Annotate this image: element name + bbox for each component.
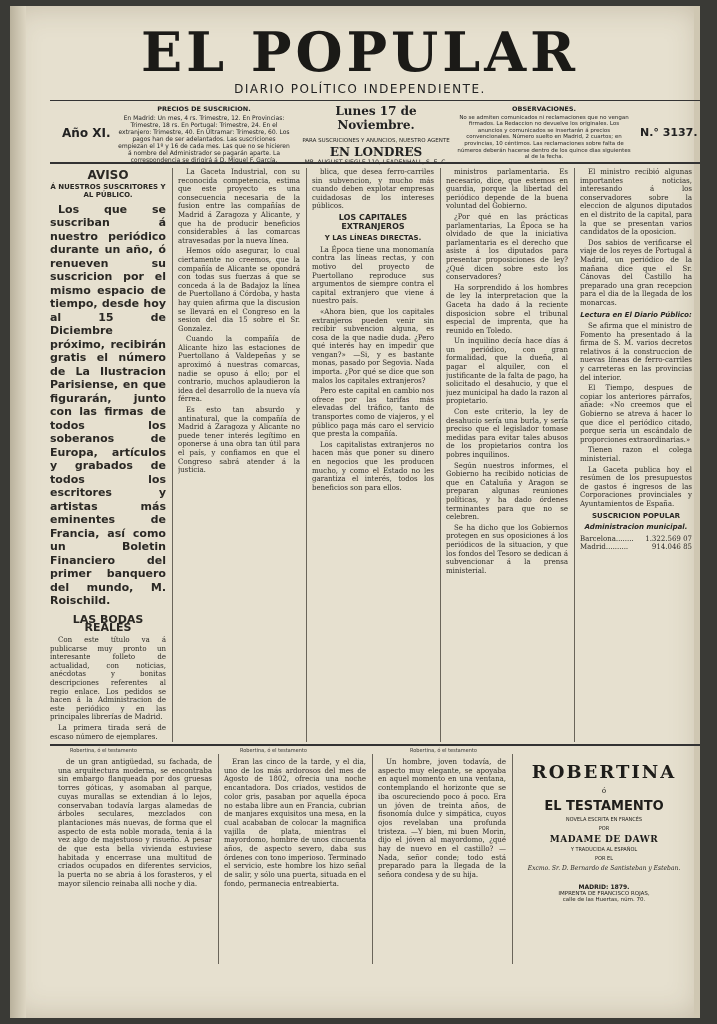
book-subtitle: EL TESTAMENTO xyxy=(544,799,664,814)
date-box xyxy=(302,104,450,166)
feuilleton-text-1: de un gran antigüedad, su fachada, de una arquitectura moderna, se encontraba sin embargo flanqueada por dos gruesas torres góticas, y asomaban al parque, cuyas murallas se extendian á lo lejos, conservaban todavía largas alamedas de árboles seculares, mezclados con plantaciones más nuevas, de forma que el aspecto de esta noble morada, tenia á la vez algo de majestuoso y risueño. A pesar de que esta bella vivienda estuviese habitada y encerrase una multitud de criados ocupados en diferentes servicios, la puerta no se abria á los forasteros, y el mayor silencio reinaba alli noche y dia. xyxy=(58,758,212,888)
folio-3: Robertina, ó el testamento xyxy=(410,748,477,754)
suscricion-row xyxy=(580,543,692,552)
feuilleton-text-2: Eran las cinco de la tarde, y el dia, uno de los más ardorosos del mes de Agosto de 1802, ofrecia una noche encantadora. Dos criados, vestidos de color gris, pasaban por aquella época no estaba libre aun en Francia, cubrian de manjares exquisitos una mesa, en la cual acababan de colocar la magnifica vajilla de plata, mientras el mayordomo, hombre de unos cincuenta años, de aspecto severo, daba sus órdenes con tono imperioso. Terminado el servicio, este hombre los hizo señal de salir, y sólo una puerta, situada en el fondo, permanecia entreabierta. xyxy=(224,758,366,888)
header-rule-top xyxy=(50,100,700,101)
book-author: MADAME DE DAWR xyxy=(549,835,659,845)
capitales-text: La Época tiene una monomanía contra las líneas rectas, y con motivo del proyecto de Puertollano reproduce sus argumentos de siempre contra el capital extranjero que viene á nuestro país. xyxy=(312,245,434,306)
col2-text-4: Es esto tan absurdo y antinatural, que la compañía de Madrid á Zaragoza y Alicante no puede tener interés legítimo en oponerse á una obra tan útil para el país, y confiamos en que el Congreso sabrá atender á la justicia. xyxy=(178,406,300,475)
prices-text: En Madrid: Un mes, 4 rs. Trimestre, 12. En Provincias: Trimestre, 18 rs. En Portugal: Trimestre, 24. En el extranjero: Trimestre, 40. En Ultramar: Trimestre, 60. Los pagos han de ser adelantados. Las suscriciones empiezan el 1º y 16 de cada mes. Las que no se hicieren á nombre del Administrador se pagarán aparte. La correspondencia se dirigirá á D. Miguel F. García. xyxy=(118,115,290,164)
obs-title: OBSERVACIONES. xyxy=(512,105,576,113)
col3-text-1: blica, que desea ferro-carriles sin subvencion, y mucho más cuando deben explotar empresas cuidadosas de los intereses públicos. xyxy=(312,168,434,211)
row-value: 914.046 85 xyxy=(651,543,692,552)
column-rule xyxy=(172,168,173,742)
obs-text: No se admiten comunicados ni reclamaciones que no vengan firmados. La Redaccion no devuelve los originales. Los anuncios y comunicados se insertarán á precios convencionales. Número suelto en Madrid, 2 cuartos; en provincias, 10 céntimos. Las reclamaciones sobre falta de números deberán hacerse dentro de los quince dias siguientes al de la fecha. xyxy=(457,114,631,161)
issue-number: N.° 3137. xyxy=(640,126,698,139)
column-rule xyxy=(440,168,441,742)
col2-text-3: Cuando la compañía de Alicante hizo las estaciones de Puertollano á Valdepeñas y se aproximó á nuestras comarcas, nadie se opuso á ello; por el contrario, muchos aplaudieron la idea del desarrollo de la nueva vía férrea. xyxy=(178,335,300,404)
book-printer: IMPRENTA DE FRANCISCO ROJAS, xyxy=(558,891,650,897)
col5-text-1: El ministro recibió algunas importantes noticias, interesando á los conservadores sobre la eleccion de algunos diputados en el distrito de la capital, para la que se presentan varios candidatos de la oposicion. xyxy=(580,168,692,237)
col4-text-6: Según nuestros informes, el Gobierno ha recibido noticias de que en Cataluña y Aragon se preparan algunas reuniones políticas, y ha dado órdenes terminantes para que no se celebren. xyxy=(446,461,568,522)
col3-text-3: Los capitalistas extranjeros no hacen más que poner su dinero en negocios que les producen mucho, y como el Estado no les garantiza el interés, todos los beneficios son para ellos. xyxy=(312,440,434,492)
column-rule xyxy=(306,168,307,742)
col5-text-3: Se afirma que el ministro de Fomento ha presentado á la firma de S. M. varios decretos relativos á la construccion de nuevas líneas de ferro-carriles y carreteras en las provincias del interior. xyxy=(580,322,692,382)
column-rule xyxy=(512,754,513,964)
book-por: POR xyxy=(598,826,610,832)
book-title-page xyxy=(518,758,690,903)
book-conjunction: ó xyxy=(601,787,607,795)
col5-text-2: Dos sabios de verificarse el viaje de los reyes de Portugal á Madrid, un periódico de la mañana dice que el Sr. Cánovas del Castillo ha preparado una gran recepcion para el dia de la llegada de los monarcas. xyxy=(580,238,692,307)
prices-title: PRECIOS DE SUSCRICION. xyxy=(157,105,251,113)
observations xyxy=(456,106,632,161)
lectura-heading: Lectura en El Diario Público: xyxy=(580,310,692,319)
feuilleton-column-1 xyxy=(58,758,212,958)
row-value: 1.322.569 07 xyxy=(645,534,692,543)
col4-text-1: ministros parlamentaria. Es necesario, dice, que estemos en guardia, porque la libertad del periódico depende de la buena voluntad del Gobierno. xyxy=(446,168,568,211)
aviso-text: Los que se suscriban á nuestro periódico durante un año, ó renueven su suscricion por el mismo espacio de tiempo, desde hoy al 15 de Diciembre próximo, recibirán gratis el número de La Ilustracion Parisiense, en que figurarán, junto con las firmas de todos los soberanos de Europa, artículos y grabados de todos los escritores y artistas más eminentes de Francia, así como un Boletin Financiero del primer banquero del mundo, M. Roischild. xyxy=(50,202,166,608)
gaceta-text: La Gaceta publica hoy el resúmen de los presupuestos de gastos é ingresos de las Corporaciones provinciales y Ayuntamientos de España. xyxy=(580,465,692,508)
bodas-heading: LAS BODAS REALES xyxy=(72,612,144,635)
issue-date: Lunes 17 de Noviembre. xyxy=(335,104,417,132)
col4-text-2: ¿Por qué en las prácticas parlamentarias, La Época se ha olvidado de que la iniciativa parlamentaria es el derecho que asiste á los diputados para presentar proposiciones de ley? ¿Qué dicen sobre esto los conservadores? xyxy=(446,212,568,282)
column-1 xyxy=(50,168,166,740)
book-address: calle de las Huertas, núm. 70. xyxy=(562,897,646,903)
year-label: Año XI. xyxy=(62,126,111,140)
tiempo-text: El Tiempo, despues de copiar los anteriores párrafos, añade: «No creemos que el Gobierno se atreva á hacer lo que dice el periódico citado, porque seria un escándalo de proporciones extraordinarias.» xyxy=(580,384,692,444)
newspaper-title: EL POPULAR xyxy=(140,20,579,84)
agent-address: MR. AUGUST SIEGLE 110, LEADENHALL, S. E. C. xyxy=(304,159,448,166)
bodas-text: Con este título va á publicarse muy pronto un interesante folleto de actualidad, con noticias, anécdotas y bonitas descripciones referentes al regio enlace. Los pedidos se hacen á la Administracion de este periódico y en las principales librerías de Madrid. xyxy=(50,635,166,722)
info-bar xyxy=(50,102,700,166)
capitales-heading: LOS CAPITALES EXTRANJEROS xyxy=(338,212,408,231)
folio-1: Robertina, ó el testamento xyxy=(70,748,137,754)
column-4 xyxy=(446,168,568,740)
col2-text-1: La Gaceta Industrial, con su reconocida competencia, estima que este proyecto es una consecuencia necesaria de la fusion entre las compañías de Madrid á Zaragoza y Alicante, y que ha de producir beneficios considerables á las comarcas atravesadas por la nueva línea. xyxy=(178,168,300,245)
feuilleton-column-2 xyxy=(224,758,366,958)
capitales-subheading: Y LAS LÍNEAS DIRECTAS. xyxy=(324,234,422,243)
suscricion-heading: SUSCRICION POPULAR xyxy=(591,511,681,520)
column-3 xyxy=(312,168,434,740)
subscription-prices xyxy=(118,106,290,164)
col4-text-3: Ha sorprendido á los hombres de ley la interpretacion que la Gaceta ha dado á la reciente disposicion sobre el tribunal especial de imprenta, que ha reunido en Toledo. xyxy=(446,283,568,335)
header-rule-bottom xyxy=(50,162,700,164)
col4-text-5: Con este criterio, la ley de desahucio sería una burla, y sería preciso que el legislador tomase medidas para evitar tales abusos de los propietarios contra los pobres inquilinos. xyxy=(446,408,568,459)
aviso-subheading: Á NUESTROS SUSCRITORES Y AL PÚBLICO. xyxy=(50,182,166,200)
fold-rule xyxy=(50,744,700,746)
book-translator: Excmo. Sr. D. Bernardo de Santisteban y Esteban. xyxy=(527,865,681,872)
book-title: ROBERTINA xyxy=(531,762,677,783)
row-label: Barcelona........ xyxy=(580,534,634,543)
row-label: Madrid.......... xyxy=(580,543,629,552)
folio-2: Robertina, ó el testamento xyxy=(240,748,307,754)
newspaper-page xyxy=(10,6,700,1018)
column-rule xyxy=(372,754,373,964)
column-5 xyxy=(580,168,692,740)
ads-label: PARA SUSCRICIONES Y ANUNCIOS, NUESTRO AGENTE xyxy=(302,138,450,144)
col2-text-2: Hemos oído asegurar, lo cual ciertamente no creemos, que la compañía de Alicante se opondrá con todas sus fuerzas á que se conceda á la de Badajoz la línea de Puertollano á Córdoba, y hasta hay quien afirma que la discusion se llevará en el Congreso en la sesion del dia 15 sobre el Sr. Gonzalez. xyxy=(178,247,300,333)
binding-gutter xyxy=(10,6,26,1018)
tienen-text: Tienen razon el colega ministerial. xyxy=(580,446,692,463)
book-novel-note: NOVELA ESCRITA EN FRANCÉS xyxy=(565,817,643,823)
column-rule xyxy=(218,754,219,964)
aviso-heading: AVISO xyxy=(87,168,129,182)
feuilleton-column-3 xyxy=(378,758,506,958)
bodas-note: La primera tirada será de escaso número de ejemplares. xyxy=(50,723,166,740)
book-por-el: POR EL xyxy=(595,856,613,862)
col4-text-4: Un inquilino decía hace días á un periódico, con gran formalidad, que la dueña, al pagar el alquiler, con el justificante de la falta de pago, ha solicitado el desahucio, y que el juez municipal ha dado la razon al propietario. xyxy=(446,337,568,406)
col3-text-2: Pero este capital en cambio nos ofrece por las tarifas más elevadas del tráfico, tanto de transportes como de viajeros, y el público paga más caro el servicio que presta la compañía. xyxy=(312,387,434,439)
column-2 xyxy=(178,168,300,740)
suscricion-subheading: Administracion municipal. xyxy=(584,523,688,532)
feuilleton-text-3: Un hombre, joven todavía, de aspecto muy elegante, se apoyaba en aquel momento en una ventana, contemplando el horizonte que se iba oscureciendo poco á poco. Era un jóven de treinta años, de fisonomía dulce y simpática, cuyos ojos revelaban una profunda tristeza. —Y bien, mi buen Morin, dijo el jóven al mayordomo, ¿qué hay de nuevo en el castillo? —Nada, señor conde; todo está preparado para la llegada de la señora condesa y de su hija. xyxy=(378,758,506,880)
newspaper-subtitle: DIARIO POLÍTICO INDEPENDIENTE. xyxy=(234,82,486,96)
capitales-dialog: «Ahora bien, que los capitales extranjeros pueden venir sin recibir subvencion alguna, es cosa de la que nadie duda. ¿Pero qué interés hay en impedir que vengan?» —Si, y es bastante monas, pasado por Segovia. Nada importa. ¿Por qué se dice que son malos los capitales extranjeros? xyxy=(312,307,434,385)
masthead xyxy=(50,20,670,96)
book-translated: Y TRADUCIDA AL ESPAÑOL xyxy=(570,847,638,853)
book-place-date: MADRID: 1879. xyxy=(578,884,630,891)
london-label: EN LONDRES xyxy=(329,145,423,159)
suscricion-row xyxy=(580,535,692,544)
column-rule xyxy=(574,168,575,742)
col4-text-7: Se ha dicho que los Gobiernos protegen en sus oposiciones á los periódicos de la situacion, y que los fondos del Tesoro se dedican á subvencionar á la prensa ministerial. xyxy=(446,523,568,575)
